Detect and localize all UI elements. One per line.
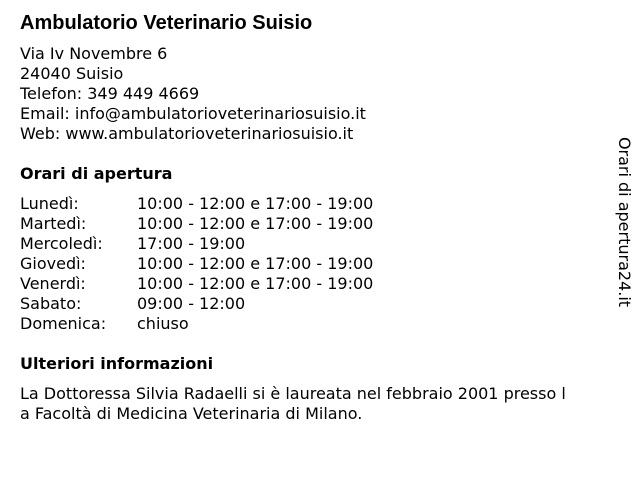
day-label: Lunedì: <box>20 194 79 213</box>
site-watermark: Orari di apertura24.it <box>615 136 634 308</box>
day-label: Venerdì: <box>20 274 86 293</box>
more-info-heading: Ulteriori informazioni <box>20 354 214 373</box>
city-line: 24040 Suisio <box>20 64 124 83</box>
more-info-line-2: a Facoltà di Medicina Veterinaria di Milano. <box>20 404 363 423</box>
day-label: Sabato: <box>20 294 82 313</box>
day-label: Giovedì: <box>20 254 86 273</box>
day-hours: 10:00 - 12:00 e 17:00 - 19:00 <box>137 274 374 293</box>
opening-hours-heading: Orari di apertura <box>20 164 173 183</box>
day-hours: 10:00 - 12:00 e 17:00 - 19:00 <box>137 254 374 273</box>
day-hours: 17:00 - 19:00 <box>137 234 246 253</box>
email-line: Email: info@ambulatorioveterinariosuisio.it <box>20 104 366 123</box>
phone-line: Telefon: 349 449 4669 <box>20 84 200 103</box>
day-label: Mercoledì: <box>20 234 103 253</box>
day-hours: 10:00 - 12:00 e 17:00 - 19:00 <box>137 214 374 233</box>
day-hours: 09:00 - 12:00 <box>137 294 246 313</box>
web-line: Web: www.ambulatorioveterinariosuisio.it <box>20 124 354 143</box>
more-info-text <box>20 384 620 424</box>
day-label: Domenica: <box>20 314 107 333</box>
business-name: Ambulatorio Veterinario Suisio <box>20 12 313 34</box>
more-info-line-1: La Dottoressa Silvia Radaelli si è laureata nel febbraio 2001 presso l <box>20 384 566 403</box>
day-label: Martedì: <box>20 214 87 233</box>
address-line: Via Iv Novembre 6 <box>20 44 168 63</box>
contact-block <box>20 44 366 144</box>
day-hours: chiuso <box>137 314 189 333</box>
day-hours: 10:00 - 12:00 e 17:00 - 19:00 <box>137 194 374 213</box>
